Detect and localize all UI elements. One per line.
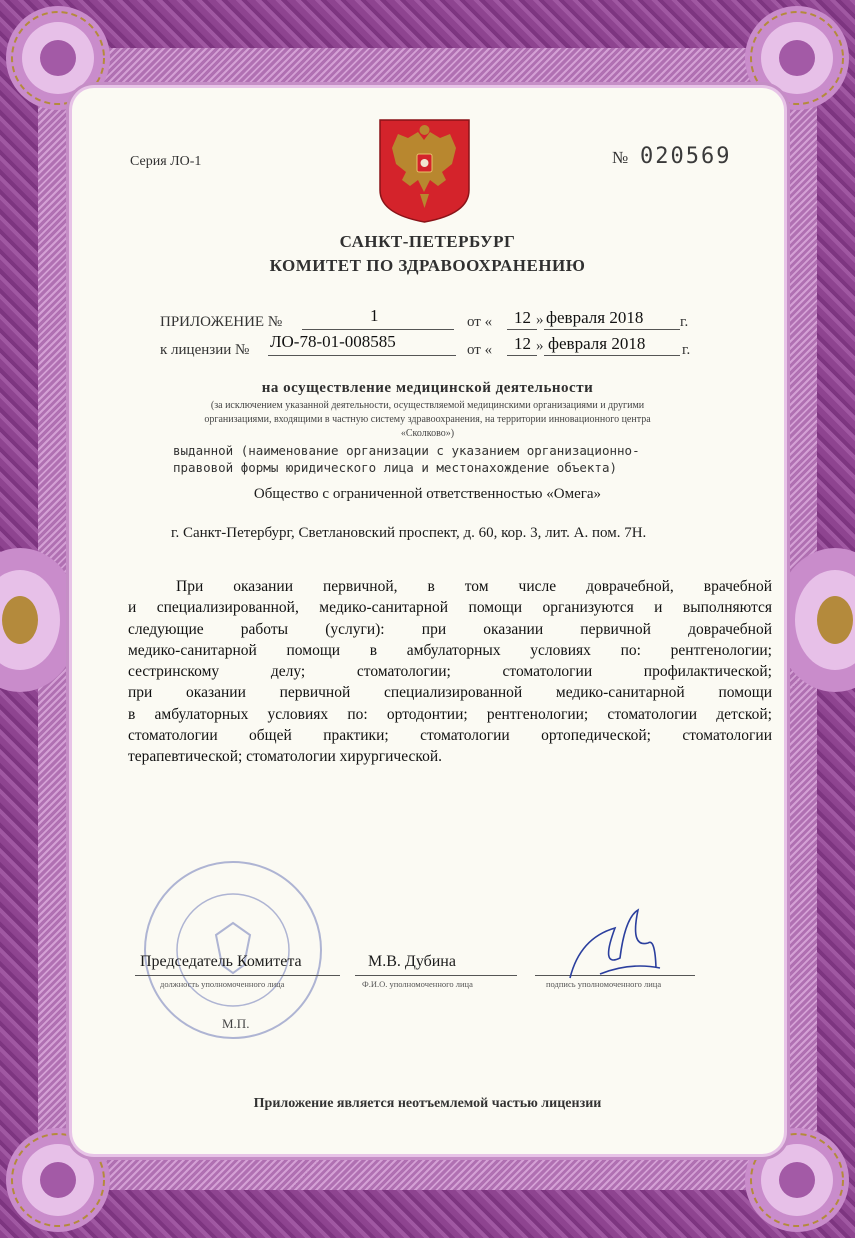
signer-position: Председатель Комитета (140, 953, 302, 970)
signer-name: М.В. Дубина (368, 953, 456, 970)
appendix-year-suffix: г. (680, 314, 689, 330)
services-line: При оказании первичной, в том числе доврачебной, врачебной (176, 578, 772, 595)
form-number: 020569 (640, 144, 732, 169)
services-line: сестринскому делу; стоматологии; стоматологии профилактической; (128, 663, 772, 681)
services-line: терапевтической; стоматологии хирургической. (128, 748, 443, 766)
side-ornament-right (775, 545, 855, 695)
license-quote-close: » (536, 338, 544, 354)
issued-line-2: правовой формы юридического лица и местонахождение объекта) (173, 460, 618, 475)
license-date-from: от « (467, 342, 493, 358)
license-number: ЛО-78-01-008585 (270, 332, 396, 351)
activity-note-line-1: (за исключением указанной деятельности, осуществляемой медицинскими организациями и другими (210, 400, 645, 411)
seal-place-label: М.П. (222, 1016, 250, 1031)
name-caption: Ф.И.О. уполномоченного лица (362, 979, 473, 989)
side-ornament-left (0, 545, 80, 695)
services-line: следующие работы (услуги): при оказании первичной доврачебной (128, 620, 772, 638)
city-title: САНКТ-ПЕТЕРБУРГ (339, 232, 516, 251)
appendix-month-year: февраля 2018 (546, 308, 644, 327)
appendix-number: 1 (370, 306, 379, 325)
signature-caption: подпись уполномоченного лица (546, 979, 662, 989)
services-text (128, 576, 772, 768)
license-day: 12 (514, 334, 531, 353)
appendix-label: ПРИЛОЖЕНИЕ № (160, 314, 283, 330)
footer-note: Приложение является неотъемлемой частью лицензии (253, 1096, 602, 1111)
services-line: в амбулаторных условиях по: ортодонтии; рентгенологии; стоматологии детской; (128, 705, 772, 723)
organization-address: г. Санкт-Петербург, Светлановский проспект, д. 60, кор. 3, лит. А. пом. 7Н. (171, 525, 647, 541)
committee-title: КОМИТЕТ ПО ЗДРАВООХРАНЕНИЮ (269, 256, 586, 275)
issued-line-1: выданной (наименование организации с указанием организационно- (173, 443, 640, 458)
handwritten-signature-icon (560, 898, 670, 998)
coat-of-arms-icon (378, 118, 471, 224)
services-line: стоматологии общей практики; стоматологии ортопедической; стоматологии (128, 727, 772, 745)
organization-name: Общество с ограниченной ответственностью «Омега» (253, 486, 602, 502)
license-label: к лицензии № (160, 342, 250, 358)
position-caption: должность уполномоченного лица (160, 979, 285, 989)
services-line: и специализированной, медико-санитарной помощи организуются и выполняются (128, 599, 772, 617)
appendix-date-from: от « (467, 314, 493, 330)
series-label: Серия ЛО-1 (130, 154, 202, 169)
activity-note-line-2: организациями, входящими в частную систему здравоохранения, на территории инновационного центра (204, 414, 651, 425)
appendix-day: 12 (514, 308, 531, 327)
license-year-suffix: г. (682, 342, 691, 358)
activity-note-line-3: «Сколково») (400, 428, 455, 439)
number-sign: № (612, 148, 629, 167)
appendix-quote-close: » (536, 312, 544, 328)
services-line: медико-санитарной помощи в амбулаторных условиях по: рентгенологии; (128, 641, 772, 659)
activity-title: на осуществление медицинской деятельности (261, 380, 594, 396)
services-line: при оказании первичной специализированной медико-санитарной помощи (128, 684, 772, 702)
license-month-year: февраля 2018 (548, 334, 646, 353)
